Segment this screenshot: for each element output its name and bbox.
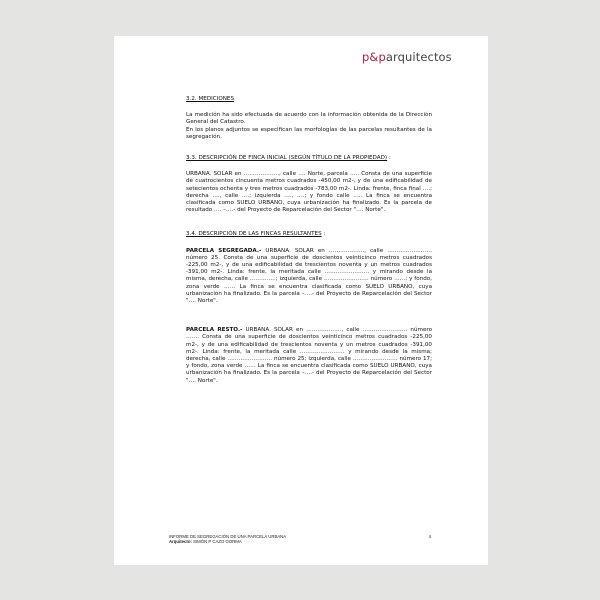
page-footer [169, 534, 431, 544]
parcela-resto-description [186, 327, 432, 385]
parcela-segregada-text: URBANA. SOLAR en ………………., calle …………………… número 25. Consta de una superficie de doscientos veinticinco metros cuadrados -225,00 m2-, y de una edificabilidad de trescientos noventa y un metros cuadrados -391,00 m2-. Linda: frente, la meritada calle …………………… y mirando desde la misma, derecha, calle …………..; izquierda, calle …………………… número ……; y fondo, zona verde …… La finca se encuentra clasificada como SUELO URBANO, cuya urbanización ha finalizado. Es la parcela –….- del Proyecto de Reparcelación del Sector "…. Norte". [186, 247, 432, 305]
finca-inicial-heading-suffix: : [387, 155, 391, 162]
mediciones-paragraph-1: La medición ha sido efectuada de acuerdo con la información obtenida de la Dirección General del Catastro. [186, 112, 432, 126]
fincas-resultantes-heading-text: 3.4. DESCRIPCIÓN DE LAS FINCAS RESULTANTES [186, 231, 322, 238]
finca-inicial-heading-text: 3.3. DESCRIPCIÓN DE FINCA INICIAL (SEGÚN TÍTULO DE LA PROPIEDAD) [186, 155, 388, 162]
parcela-resto-label: PARCELA RESTO.- [186, 327, 243, 334]
parcela-segregada-description [186, 248, 432, 306]
page-number: 4 [428, 534, 431, 539]
footer-architect [169, 539, 431, 544]
company-logo [362, 50, 452, 64]
parcela-resto-text: URBANA. SOLAR en ………………., calle …………………… número ……. Consta de una superficie de doscientos veinticinco metros cuadrados -225,00 m2-, y de una edificabilidad de trescientos noventa y un metros cuadrados -391,00 m2-. Linda: frente, la meritada calle …………………… y mirando desde la misma; derecha, calle …………………… número 25; izquierda, calle …………………… número 17; y fondo, zona verde …… La finca se encuentra clasificada como SUELO URBANO, cuya urbanización ha finalizado. Es la parcela –….- del Proyecto de Reparcelación del Sector "…. Norte". [186, 327, 432, 384]
footer-architect-name: SIMÓN P CAZO GORMA [191, 539, 242, 544]
footer-architect-label: Arquitecto: [169, 539, 192, 544]
mediciones-paragraph-2: En los planos adjuntos se especifican las morfologías de las parcelas resultantes de la segregación. [186, 126, 432, 140]
section-heading-fincas-resultantes [186, 231, 432, 238]
document-body [186, 96, 432, 385]
section-heading-mediciones: 3.2. MEDICIONES [186, 96, 234, 102]
logo-suffix: arquitectos [385, 50, 452, 64]
fincas-resultantes-heading-suffix: : [321, 231, 326, 238]
section-heading-finca-inicial [186, 155, 432, 162]
footer-report-title: INFORME DE SEGREGACIÓN DE UNA PARCELA URBANA [169, 534, 287, 539]
parcela-segregada-label: PARCELA SEGREGADA.- [186, 247, 262, 254]
logo-prefix: p&p [362, 50, 386, 64]
document-page [114, 36, 488, 565]
finca-inicial-description: URBANA. SOLAR en ………………., calle …. Norte, parcela ….. Consta de una superficie de cuatrocientos cincuenta metros cuadrados -450,00 m2-, y de una edificabilidad de setecientos ochenta y tres metros cuadrados -783,00 m2-. Linda: frente, finca final ….; derecha …., calle ….; izquierda …., ….; y fondo calle ….. La finca se encuentra clasificada como SUELO URBANO, cuya urbanización ha finalizado. Es la parcela de resultado …. –….- del Proyecto de Reparcelación del Sector "…. Norte". [186, 171, 432, 214]
